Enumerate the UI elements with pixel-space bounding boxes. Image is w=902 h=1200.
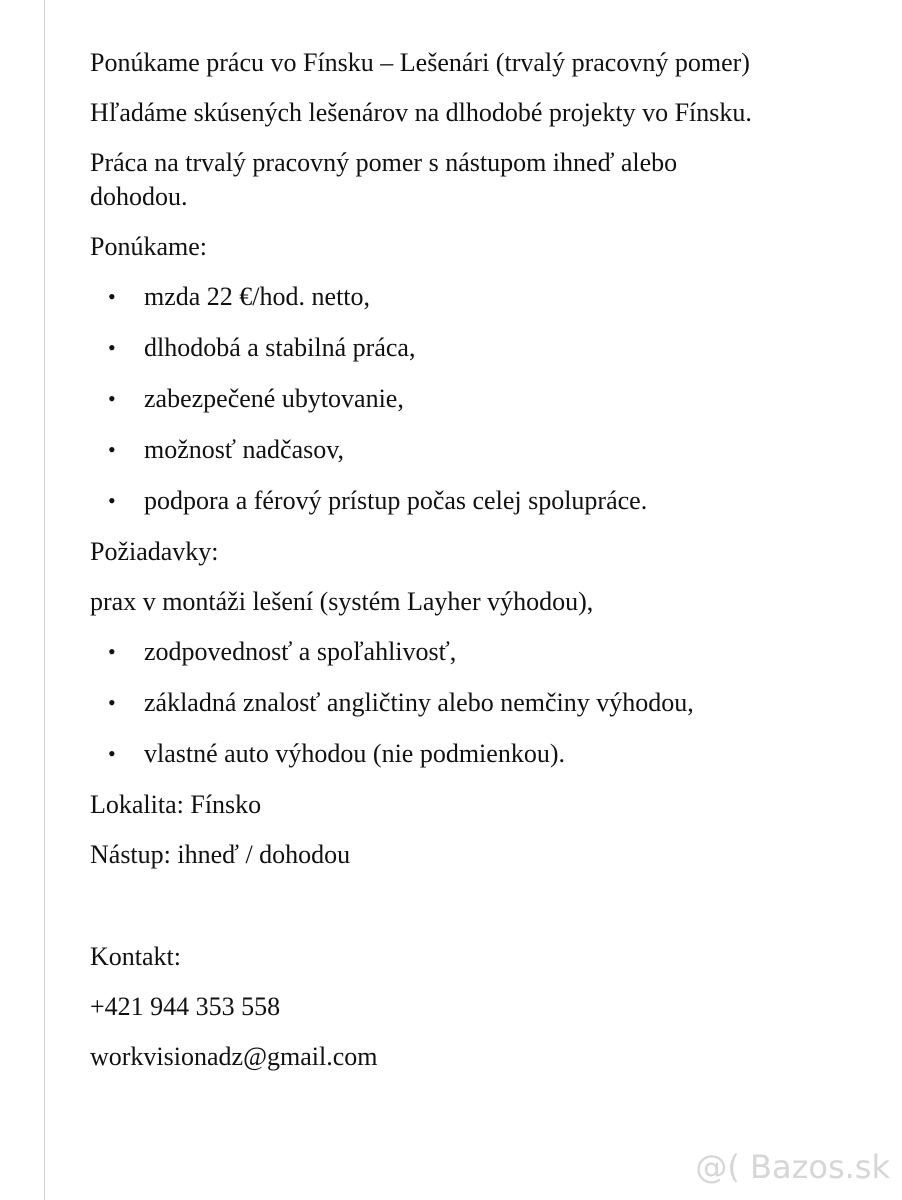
offer-item (90, 382, 770, 416)
offer-item (90, 331, 770, 365)
offer-item-text: dlhodobá a stabilná práca, (144, 333, 416, 362)
bullet-icon: • (108, 335, 116, 360)
job-offer-document (90, 46, 770, 1090)
bullet-icon: • (108, 639, 116, 664)
offer-item (90, 484, 770, 518)
offer-item-text: zabezpečené ubytovanie, (144, 384, 404, 413)
requirements-list (90, 635, 770, 771)
start-date-line: Nástup: ihneď / dohodou (90, 840, 351, 869)
offer-item-text: podpora a férový prístup počas celej spolupráce. (144, 486, 648, 515)
intro-paragraph-2: Práca na trvalý pracovný pomer s nástupom ihneď alebo dohodou. (90, 148, 678, 211)
bullet-icon: • (108, 488, 116, 513)
requirement-item-text: základná znalosť angličtiny alebo nemčiny výhodou, (144, 688, 694, 717)
contact-email[interactable]: workvisionadz@gmail.com (90, 1042, 378, 1071)
location-line: Lokalita: Fínsko (90, 790, 262, 819)
contact-phone[interactable]: +421 944 353 558 (90, 992, 281, 1021)
bullet-icon: • (108, 741, 116, 766)
offer-heading: Ponúkame: (90, 232, 207, 261)
requirements-first-line: prax v montáži lešení (systém Layher výhodou), (90, 587, 594, 616)
bullet-icon: • (108, 386, 116, 411)
bullet-icon: • (108, 284, 116, 309)
bullet-icon: • (108, 690, 116, 715)
bazos-watermark: @( Bazos.sk (695, 1148, 890, 1186)
intro-paragraph-1: Hľadáme skúsených lešenárov na dlhodobé projekty vo Fínsku. (90, 98, 752, 127)
offer-item (90, 433, 770, 467)
requirement-item (90, 635, 770, 669)
requirements-heading: Požiadavky: (90, 537, 219, 566)
bullet-icon: • (108, 437, 116, 462)
requirement-item-text: vlastné auto výhodou (nie podmienkou). (144, 739, 565, 768)
offer-list (90, 280, 770, 518)
offer-item (90, 280, 770, 314)
requirement-item-text: zodpovednosť a spoľahlivosť, (144, 637, 457, 666)
requirement-item (90, 686, 770, 720)
blank-spacer (90, 888, 770, 940)
contact-heading: Kontakt: (90, 942, 181, 971)
page-edge-line (44, 0, 45, 1200)
offer-item-text: mzda 22 €/hod. netto, (144, 282, 371, 311)
offer-item-text: možnosť nadčasov, (144, 435, 345, 464)
requirement-item (90, 737, 770, 771)
document-title: Ponúkame prácu vo Fínsku – Lešenári (trvalý pracovný pomer) (90, 48, 750, 77)
